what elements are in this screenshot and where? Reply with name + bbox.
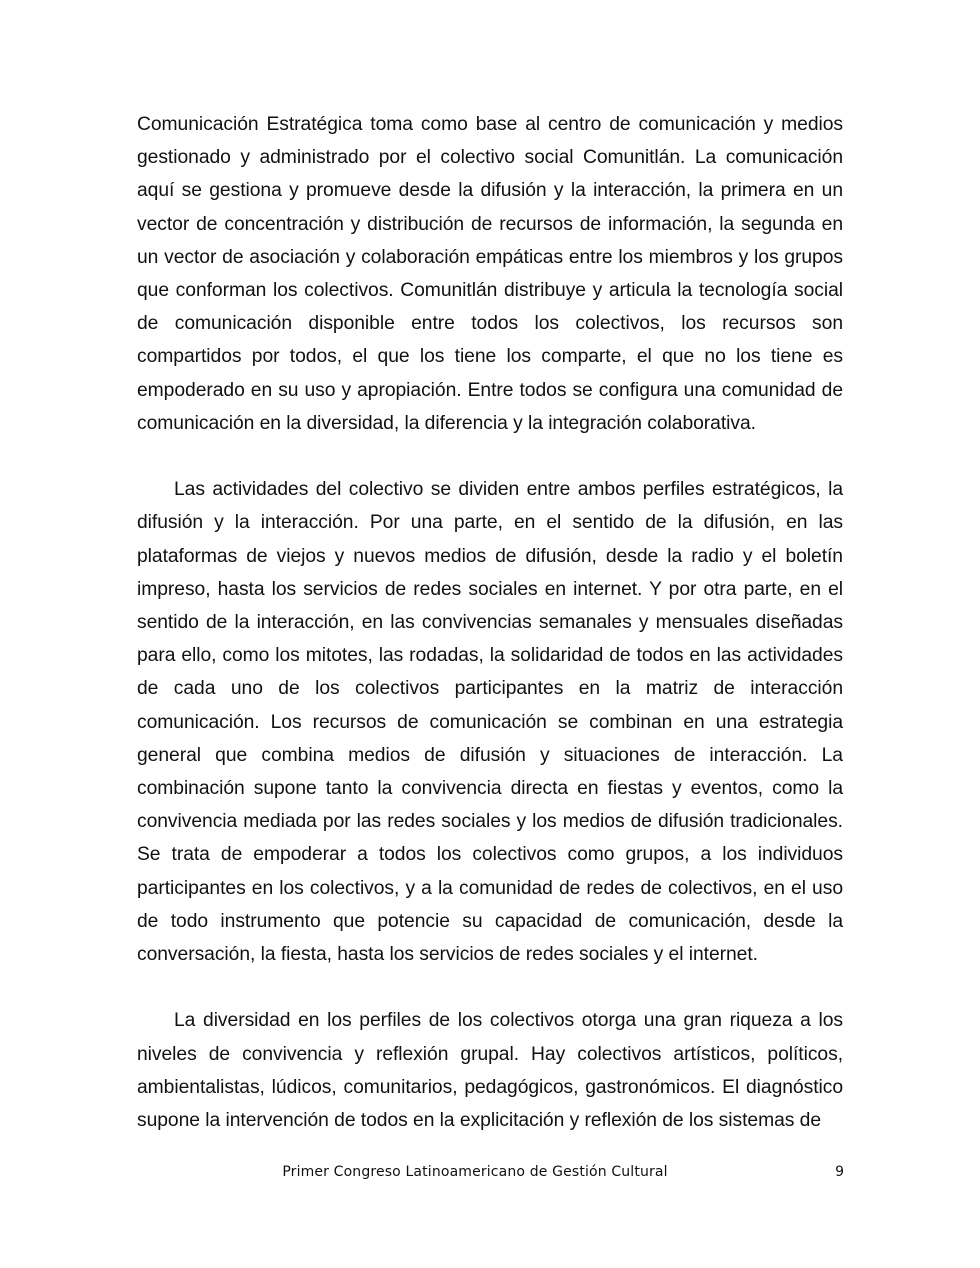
paragraph-diversity: La diversidad en los perfiles de los colectivos otorga una gran riqueza a los niveles de convivencia y reflexión grupal. Hay colectivos artísticos, políticos, ambientalistas, lúdicos, comunitarios, pedagógicos, gastronómicos. El diagnóstico supone la intervención de todos en la explicitación y reflexión de los sistemas de — [137, 1010, 843, 1132]
page-footer — [0, 1164, 980, 1184]
page-number: 9 — [835, 1164, 844, 1180]
footer-title: Primer Congreso Latinoamericano de Gestión Cultural — [282, 1164, 668, 1180]
paragraph-activities: Las actividades del colectivo se dividen entre ambos perfiles estratégicos, la difusión y la interacción. Por una parte, en el sentido de la difusión, en las plataformas de viejos y nuevos medios de difusión, desde la radio y el boletín impreso, hasta los servicios de redes sociales en internet. Y por otra parte, en el sentido de la interacción, en las convivencias semanales y mensuales diseñadas para ello, como los mitotes, las rodadas, la solidaridad de todos en las actividades de cada uno de los colectivos participantes en la matriz de interacción comunicación. Los recursos de comunicación se combinan en una estrategia general que combina medios de difusión y situaciones de interacción. La combinación supone tanto la convivencia directa en fiestas y eventos, como la convivencia mediada por las redes sociales y los medios de difusión tradicionales. Se trata de empoderar a todos los colectivos como grupos, a los individuos participantes en los colectivos, y a la comunidad de redes de colectivos, en el uso de todo instrumento que potencie su capacidad de comunicación, desde la conversación, la fiesta, hasta los servicios de redes sociales y el internet. — [137, 479, 843, 966]
paragraph-continuation: Comunicación Estratégica toma como base al centro de comunicación y medios gestionado y administrado por el colectivo social Comunitlán. La comunicación aquí se gestiona y promueve desde la difusión y la interacción, la primera en un vector de concentración y distribución de recursos de información, la segunda en un vector de asociación y colaboración empáticas entre los miembros y los grupos que conforman los colectivos. Comunitlán distribuye y articula la tecnología social de comunicación disponible entre todos los colectivos, los recursos son compartidos por todos, el que los tiene los comparte, el que no los tiene es empoderado en su uso y apropiación. Entre todos se configura una comunidad de comunicación en la diversidad, la diferencia y la integración colaborativa. — [137, 114, 843, 434]
body-text — [137, 108, 843, 1137]
